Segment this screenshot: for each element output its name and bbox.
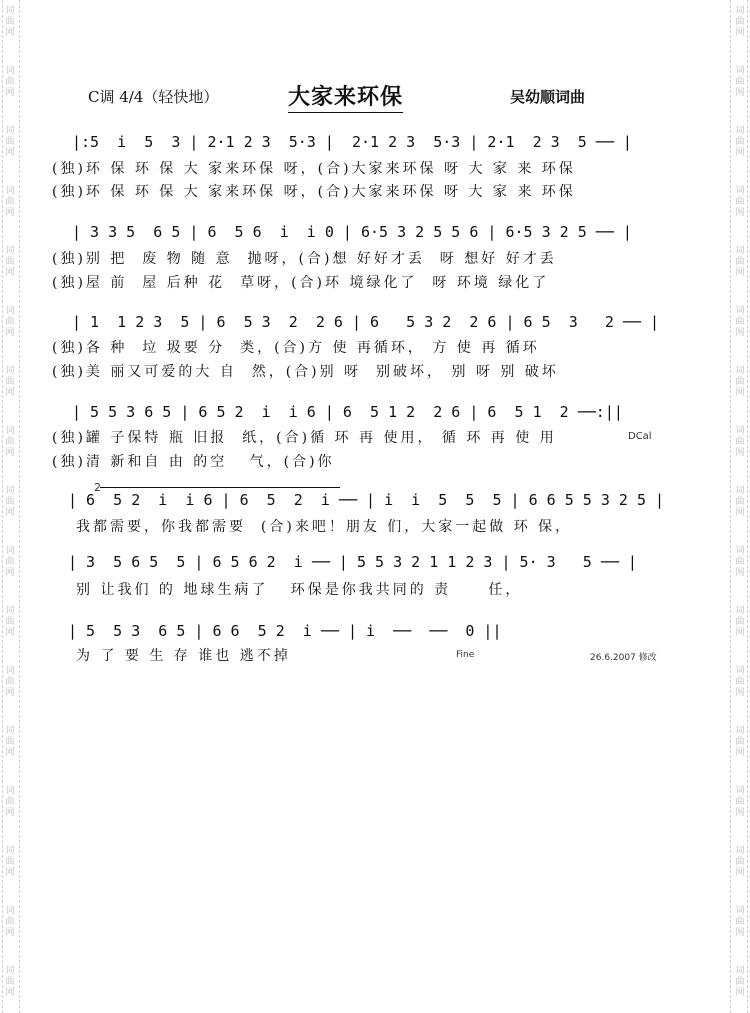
watermark-mark: 词 曲 网	[735, 966, 745, 998]
watermark-mark: 词 曲 网	[735, 546, 745, 578]
watermark-mark: 词 曲 网	[735, 786, 745, 818]
watermark-mark: 词 曲 网	[735, 906, 745, 938]
score-row-1-notes: |:5 i 5 3 | 2·1 2 3 5·3 | 2·1 2 3 5·3 | 2·1 2 3 5 ── |	[72, 133, 632, 151]
watermark-mark: 词 曲 网	[5, 786, 15, 818]
score-row-7-lyric-1: 为 了 要 生 存 谁也 逃不掉	[76, 648, 291, 664]
score-row-2-lyric-2: (独)屋 前 屋 后种 花 草呀，(合)环 境绿化了 呀 环境 绿化了	[52, 275, 550, 291]
score-row-2-notes: | 3 3 5 6 5 | 6 5 6 i i 0 | 6·5 3 2 5 5 6 | 6·5 3 2 5 ── |	[72, 223, 632, 241]
fine-marking: Fine	[456, 650, 475, 660]
watermark-mark: 词 曲 网	[735, 486, 745, 518]
score-row-3-notes: | 1 1 2 3 5 | 6 5 3 2 2 6 | 6 5 3 2 2 6 | 6 5 3 2 ── |	[72, 313, 659, 331]
watermark-mark: 词 曲 网	[5, 366, 15, 398]
watermark-mark: 词 曲 网	[5, 666, 15, 698]
score-row-2-lyric-1: (独)别 把 废 物 随 意 抛呀，(合)想 好好才丢 呀 想好 好才丢	[52, 251, 557, 267]
watermark-mark: 词 曲 网	[735, 66, 745, 98]
score-row-3-lyric-2: (独)美 丽又可爱的大 自 然，(合)别 呀 别破坏， 别 呀 别 破坏	[52, 364, 559, 380]
watermark-mark: 词 曲 网	[5, 66, 15, 98]
watermark-mark: 词 曲 网	[735, 186, 745, 218]
watermark-mark: 词 曲 网	[735, 606, 745, 638]
watermark-mark: 词 曲 网	[5, 246, 15, 278]
watermark-mark: 词 曲 网	[5, 126, 15, 158]
watermark-mark: 词 曲 网	[735, 6, 745, 38]
revision-date: 26.6.2007 修改	[590, 653, 657, 663]
score-row-3-lyric-1: (独)各 种 垃 圾要 分 类，(合)方 使 再循环， 方 使 再 循环	[52, 340, 540, 356]
score-row-4-lyric-1: (独)罐 子保特 瓶 旧报 纸，(合)循 环 再 使用， 循 环 再 使 用	[52, 430, 557, 446]
volta-number: 2	[94, 481, 101, 494]
watermark-mark: 词 曲 网	[5, 846, 15, 878]
dc-al-marking: DCal	[628, 431, 652, 442]
watermark-mark: 词 曲 网	[5, 6, 15, 38]
score-row-4-notes: | 5 5 3 6 5 | 6 5 2 i i 6 | 6 5 1 2 2 6 | 6 5 1 2 ──:||	[72, 403, 623, 421]
song-title: 大家来环保	[288, 80, 403, 113]
key-signature: C调 4/4（轻快地）	[88, 88, 219, 106]
watermark-mark: 词 曲 网	[735, 426, 745, 458]
watermark-mark: 词 曲 网	[5, 486, 15, 518]
watermark-mark: 词 曲 网	[5, 306, 15, 338]
watermark-mark: 词 曲 网	[735, 306, 745, 338]
score-row-7-notes: | 5 5 3 6 5 | 6 6 5 2 i ── | i ── ── 0 ||	[68, 622, 502, 640]
score-row-5-lyric-1: 我都需要，你我都需要 (合)来吧！朋友 们，大家一起做 环 保，	[76, 519, 573, 535]
watermark-mark: 词 曲 网	[5, 186, 15, 218]
watermark-mark: 词 曲 网	[5, 426, 15, 458]
watermark-mark: 词 曲 网	[5, 546, 15, 578]
score-row-4-lyric-2: (独)清 新和自 由 的空 气，(合)你	[52, 454, 335, 470]
watermark-mark: 词 曲 网	[735, 726, 745, 758]
score-row-6-notes: | 3 5 6 5 5 | 6 5 6 2 i ── | 5 5 3 2 1 1 2 3 | 5· 3 5 ── |	[68, 553, 637, 571]
volta-bracket	[100, 487, 340, 488]
watermark-mark: 词 曲 网	[5, 906, 15, 938]
watermark-mark: 词 曲 网	[735, 246, 745, 278]
score-row-5-notes: | 6 5 2 i i 6 | 6 5 2 i ── | i i 5 5 5 | 6 6 5 5 3 2 5 |	[68, 491, 665, 509]
composer-credit: 吴幼顺词曲	[510, 88, 586, 106]
score-row-1-lyric-2: (独)环 保 环 保 大 家来环保 呀，(合)大家来环保 呀 大 家 来 环保	[52, 184, 576, 200]
watermark-mark: 词 曲 网	[735, 846, 745, 878]
watermark-mark: 词 曲 网	[5, 606, 15, 638]
score-row-6-lyric-1: 别 让我们 的 地球生病了 环保是你我共同的 责 任，	[76, 582, 523, 598]
watermark-mark: 词 曲 网	[5, 726, 15, 758]
watermark-mark: 词 曲 网	[735, 366, 745, 398]
score-row-1-lyric-1: (独)环 保 环 保 大 家来环保 呀，(合)大家来环保 呀 大 家 来 环保	[52, 161, 576, 177]
watermark-mark: 词 曲 网	[5, 966, 15, 998]
watermark-mark: 词 曲 网	[735, 126, 745, 158]
watermark-mark: 词 曲 网	[735, 666, 745, 698]
